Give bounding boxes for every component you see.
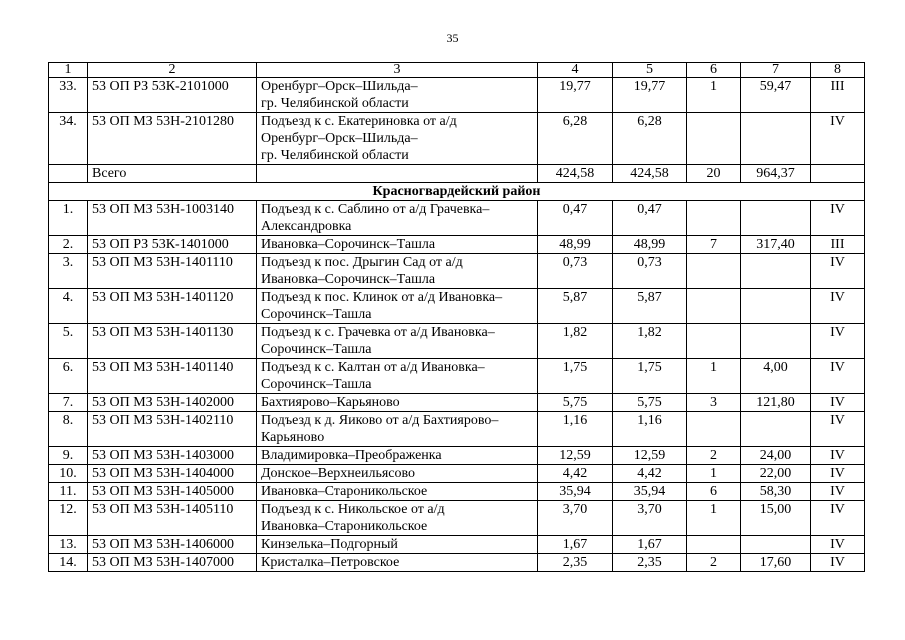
road-name-cell — [257, 536, 538, 554]
table-body — [49, 63, 865, 572]
length-regional-cell: 0,73 — [613, 254, 687, 289]
column-header: 6 — [687, 63, 741, 78]
category-cell: IV — [811, 447, 865, 465]
district-title: Красногвардейский район — [49, 183, 865, 201]
length-regional-cell: 0,47 — [613, 201, 687, 236]
category-cell: IV — [811, 412, 865, 447]
road-name-line: Карьяново — [261, 430, 325, 445]
road-name-cell — [257, 501, 538, 536]
road-id-cell: 53 ОП МЗ 53Н-2101280 — [88, 113, 257, 165]
length-regional-cell: 2,35 — [613, 554, 687, 572]
length-regional-cell: 5,87 — [613, 289, 687, 324]
road-id-cell: 53 ОП МЗ 53Н-1003140 — [88, 201, 257, 236]
road-name-line: Бахтиярово–Карьяново — [261, 395, 400, 410]
category-cell: IV — [811, 536, 865, 554]
table-row — [49, 501, 865, 536]
column-header: 4 — [538, 63, 613, 78]
length-total-cell: 6,28 — [538, 113, 613, 165]
bridges-count-cell — [687, 412, 741, 447]
table-row — [49, 78, 865, 113]
length-total-cell: 5,87 — [538, 289, 613, 324]
road-id-cell: 53 ОП МЗ 53Н-1401110 — [88, 254, 257, 289]
category-cell: IV — [811, 324, 865, 359]
bridges-count-cell — [687, 324, 741, 359]
length-total-cell: 1,67 — [538, 536, 613, 554]
bridges-length-cell — [741, 201, 811, 236]
category-cell: IV — [811, 483, 865, 501]
road-id-cell: 53 ОП МЗ 53Н-1405110 — [88, 501, 257, 536]
bridges-length-cell — [741, 113, 811, 165]
row-number: 7. — [49, 394, 88, 412]
road-name-line: Ивановка–Староникольское — [261, 484, 428, 499]
road-id-cell: 53 ОП РЗ 53К-1401000 — [88, 236, 257, 254]
road-name-line: Подъезд к д. Яиково от а/д Бахтиярово– — [261, 413, 499, 428]
length-regional-cell: 5,75 — [613, 394, 687, 412]
length-total-cell: 48,99 — [538, 236, 613, 254]
column-header: 5 — [613, 63, 687, 78]
length-total-cell: 1,75 — [538, 359, 613, 394]
bridges-count-cell: 1 — [687, 78, 741, 113]
road-id-cell: 53 ОП МЗ 53Н-1401120 — [88, 289, 257, 324]
table-row — [49, 483, 865, 501]
bridges-count-cell — [687, 254, 741, 289]
road-name-line: Подъезд к с. Саблино от а/д Грачевка– — [261, 202, 490, 217]
row-number: 2. — [49, 236, 88, 254]
total-bridges-count: 20 — [687, 165, 741, 183]
road-name-cell — [257, 289, 538, 324]
category-cell: IV — [811, 113, 865, 165]
row-number: 33. — [49, 78, 88, 113]
bridges-count-cell — [687, 536, 741, 554]
category-cell: IV — [811, 554, 865, 572]
bridges-length-cell — [741, 289, 811, 324]
road-id-cell: 53 ОП МЗ 53Н-1406000 — [88, 536, 257, 554]
road-id-cell: 53 ОП МЗ 53Н-1402000 — [88, 394, 257, 412]
bridges-length-cell: 17,60 — [741, 554, 811, 572]
bridges-count-cell: 7 — [687, 236, 741, 254]
road-name-line: Оренбург–Орск–Шильда– — [261, 131, 418, 146]
bridges-length-cell: 59,47 — [741, 78, 811, 113]
total-length-regional: 424,58 — [613, 165, 687, 183]
road-name-line: Подъезд к с. Калтан от а/д Ивановка– — [261, 360, 485, 375]
table-row — [49, 254, 865, 289]
length-total-cell: 0,47 — [538, 201, 613, 236]
bridges-count-cell: 2 — [687, 554, 741, 572]
bridges-length-cell — [741, 536, 811, 554]
empty-cell — [811, 165, 865, 183]
total-row — [49, 165, 865, 183]
length-total-cell: 1,82 — [538, 324, 613, 359]
column-header: 7 — [741, 63, 811, 78]
road-name-line: Сорочинск–Ташла — [261, 377, 372, 392]
bridges-length-cell: 121,80 — [741, 394, 811, 412]
road-name-cell — [257, 324, 538, 359]
bridges-count-cell — [687, 113, 741, 165]
row-number: 8. — [49, 412, 88, 447]
road-name-cell — [257, 201, 538, 236]
table-row — [49, 412, 865, 447]
road-name-cell — [257, 359, 538, 394]
row-number: 14. — [49, 554, 88, 572]
table-row — [49, 447, 865, 465]
category-cell: IV — [811, 394, 865, 412]
table-row — [49, 554, 865, 572]
road-name-cell — [257, 412, 538, 447]
length-total-cell: 1,16 — [538, 412, 613, 447]
bridges-length-cell: 58,30 — [741, 483, 811, 501]
category-cell: IV — [811, 289, 865, 324]
road-id-cell: 53 ОП МЗ 53Н-1401140 — [88, 359, 257, 394]
row-number: 6. — [49, 359, 88, 394]
road-name-cell — [257, 78, 538, 113]
row-number: 34. — [49, 113, 88, 165]
road-name-cell — [257, 236, 538, 254]
bridges-count-cell — [687, 289, 741, 324]
table-row — [49, 236, 865, 254]
road-name-line: Донское–Верхнеильясово — [261, 466, 416, 481]
length-regional-cell: 19,77 — [613, 78, 687, 113]
road-name-cell — [257, 483, 538, 501]
road-id-cell: 53 ОП МЗ 53Н-1405000 — [88, 483, 257, 501]
row-number: 13. — [49, 536, 88, 554]
length-total-cell: 4,42 — [538, 465, 613, 483]
empty-cell — [257, 165, 538, 183]
row-number: 1. — [49, 201, 88, 236]
bridges-count-cell: 6 — [687, 483, 741, 501]
length-regional-cell: 6,28 — [613, 113, 687, 165]
category-cell: III — [811, 78, 865, 113]
district-row — [49, 183, 865, 201]
road-name-line: Кристалка–Петровское — [261, 555, 400, 570]
bridges-count-cell: 1 — [687, 359, 741, 394]
road-id-cell: 53 ОП МЗ 53Н-1401130 — [88, 324, 257, 359]
road-name-cell — [257, 465, 538, 483]
table-row — [49, 465, 865, 483]
length-total-cell: 5,75 — [538, 394, 613, 412]
table-row — [49, 359, 865, 394]
category-cell: IV — [811, 465, 865, 483]
length-regional-cell: 3,70 — [613, 501, 687, 536]
road-name-line: Ивановка–Староникольское — [261, 519, 428, 534]
road-name-line: Подъезд к с. Грачевка от а/д Ивановка– — [261, 325, 495, 340]
length-total-cell: 35,94 — [538, 483, 613, 501]
length-regional-cell: 35,94 — [613, 483, 687, 501]
table-row — [49, 394, 865, 412]
row-number: 9. — [49, 447, 88, 465]
total-length: 424,58 — [538, 165, 613, 183]
road-id-cell: 53 ОП МЗ 53Н-1404000 — [88, 465, 257, 483]
bridges-length-cell — [741, 412, 811, 447]
category-cell: IV — [811, 501, 865, 536]
length-total-cell: 3,70 — [538, 501, 613, 536]
column-header: 1 — [49, 63, 88, 78]
column-header: 8 — [811, 63, 865, 78]
road-id-cell: 53 ОП МЗ 53Н-1402110 — [88, 412, 257, 447]
road-id-cell: 53 ОП МЗ 53Н-1407000 — [88, 554, 257, 572]
length-regional-cell: 4,42 — [613, 465, 687, 483]
bridges-count-cell: 1 — [687, 501, 741, 536]
page-number: 35 — [446, 31, 459, 45]
road-name-cell — [257, 447, 538, 465]
length-regional-cell: 1,75 — [613, 359, 687, 394]
column-header: 3 — [257, 63, 538, 78]
category-cell: IV — [811, 254, 865, 289]
road-name-line: Подъезд к с. Никольское от а/д — [261, 502, 445, 517]
bridges-length-cell: 4,00 — [741, 359, 811, 394]
total-label: Всего — [88, 165, 257, 183]
category-cell: III — [811, 236, 865, 254]
road-name-line: гр. Челябинской области — [261, 96, 409, 111]
length-total-cell: 12,59 — [538, 447, 613, 465]
road-name-line: гр. Челябинской области — [261, 148, 409, 163]
length-regional-cell: 1,67 — [613, 536, 687, 554]
bridges-count-cell: 1 — [687, 465, 741, 483]
total-bridges-length: 964,37 — [741, 165, 811, 183]
road-name-line: Кинзелька–Подгорный — [261, 537, 398, 552]
bridges-count-cell: 2 — [687, 447, 741, 465]
road-name-line: Подъезд к пос. Дрыгин Сад от а/д — [261, 255, 463, 270]
bridges-count-cell — [687, 201, 741, 236]
row-number: 3. — [49, 254, 88, 289]
road-name-cell — [257, 554, 538, 572]
road-name-cell — [257, 113, 538, 165]
road-name-line: Подъезд к пос. Клинок от а/д Ивановка– — [261, 290, 503, 305]
bridges-length-cell — [741, 254, 811, 289]
row-number: 5. — [49, 324, 88, 359]
road-name-line: Оренбург–Орск–Шильда– — [261, 79, 418, 94]
bridges-length-cell: 15,00 — [741, 501, 811, 536]
bridges-length-cell: 317,40 — [741, 236, 811, 254]
bridges-length-cell: 22,00 — [741, 465, 811, 483]
length-total-cell: 19,77 — [538, 78, 613, 113]
row-number: 12. — [49, 501, 88, 536]
road-name-line: Ивановка–Сорочинск–Ташла — [261, 237, 436, 252]
table-row — [49, 324, 865, 359]
header-row — [49, 63, 865, 78]
column-header: 2 — [88, 63, 257, 78]
length-regional-cell: 1,82 — [613, 324, 687, 359]
length-total-cell: 2,35 — [538, 554, 613, 572]
road-name-line: Ивановка–Сорочинск–Ташла — [261, 272, 436, 287]
empty-cell — [49, 165, 88, 183]
road-name-line: Владимировка–Преображенка — [261, 448, 442, 463]
bridges-length-cell — [741, 324, 811, 359]
length-regional-cell: 48,99 — [613, 236, 687, 254]
road-name-line: Александровка — [261, 219, 352, 234]
road-name-line: Сорочинск–Ташла — [261, 342, 372, 357]
road-name-cell — [257, 254, 538, 289]
road-id-cell: 53 ОП МЗ 53Н-1403000 — [88, 447, 257, 465]
length-regional-cell: 12,59 — [613, 447, 687, 465]
row-number: 11. — [49, 483, 88, 501]
category-cell: IV — [811, 201, 865, 236]
length-regional-cell: 1,16 — [613, 412, 687, 447]
row-number: 10. — [49, 465, 88, 483]
road-name-cell — [257, 394, 538, 412]
table-row — [49, 201, 865, 236]
category-cell: IV — [811, 359, 865, 394]
bridges-count-cell: 3 — [687, 394, 741, 412]
table-row — [49, 113, 865, 165]
table-row — [49, 536, 865, 554]
table-row — [49, 289, 865, 324]
row-number: 4. — [49, 289, 88, 324]
road-name-line: Подъезд к с. Екатериновка от а/д — [261, 114, 457, 129]
road-id-cell: 53 ОП РЗ 53К-2101000 — [88, 78, 257, 113]
road-name-line: Сорочинск–Ташла — [261, 307, 372, 322]
length-total-cell: 0,73 — [538, 254, 613, 289]
roads-table — [48, 62, 865, 572]
bridges-length-cell: 24,00 — [741, 447, 811, 465]
